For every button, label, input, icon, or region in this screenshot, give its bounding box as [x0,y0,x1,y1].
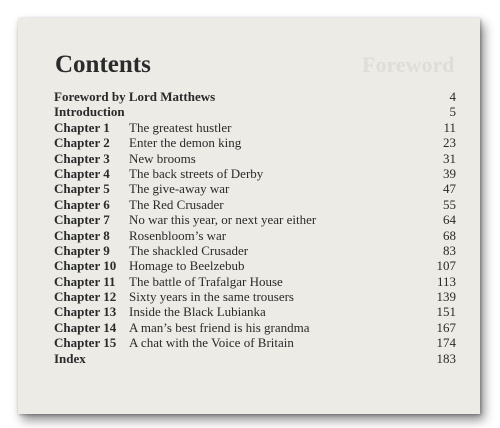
toc-entry-label: Introduction [54,104,125,120]
toc-entry-label: Chapter 15 [54,335,117,351]
toc-entry [54,351,456,366]
facing-page-show-through-title: Foreword [362,52,455,77]
toc-entry-title: Rosenbloom’s war [129,227,227,243]
toc-entry [54,320,456,335]
toc-entry-page-number: 31 [443,150,456,166]
toc-entry-title: Sixty years in the same trousers [129,289,294,305]
toc-entry-label: Chapter 6 [54,196,110,212]
toc-entry-page-number: 11 [443,119,456,135]
toc-entry [54,243,456,258]
toc-entry-page-number: 4 [449,89,456,104]
toc-entry-label: Chapter 14 [54,319,117,335]
toc-entry [54,258,456,273]
toc-entry-label: Chapter 9 [54,242,110,258]
toc-entry [54,228,456,243]
toc-entry-title: The battle of Trafalgar House [129,273,283,289]
toc-entry-label: Chapter 7 [54,212,110,228]
toc-entry [54,289,456,304]
toc-entry-page-number: 113 [436,273,456,289]
book-page [18,18,480,414]
toc-entry-label: Chapter 5 [54,181,110,197]
toc-entry [54,104,456,119]
toc-entry-label: Chapter 8 [54,227,110,243]
contents-title: Contents [55,51,151,78]
toc-entry-page-number: 151 [436,304,456,320]
toc-entry-page-number: 64 [443,212,456,228]
toc-entry-label: Index [54,350,86,366]
toc-entry-page-number: 39 [443,165,456,181]
toc-entry-title: Inside the Black Lubianka [129,304,266,320]
toc-entry [54,89,456,104]
toc-entry-page-number: 167 [436,319,456,335]
toc-entry-page-number: 47 [443,181,456,197]
toc-entry-title: The greatest hustler [129,119,232,135]
toc-entry [54,304,456,319]
toc-entry-title: The Red Crusader [129,196,224,212]
toc-entry [54,274,456,289]
toc-entry [54,135,456,150]
toc-entry-title: A man’s best friend is his grandma [129,319,310,335]
toc-entry-label: Chapter 3 [54,150,110,166]
toc-entry-page-number: 23 [443,135,456,151]
toc-entry-label: Chapter 13 [54,304,117,320]
toc-entry-title: A chat with the Voice of Britain [129,335,294,351]
toc-entry-title: The give-away war [129,181,230,197]
toc-entry-page-number: 83 [443,242,456,258]
toc-entry [54,335,456,350]
toc-entry-label: Chapter 1 [54,119,110,135]
toc-entry-title: New brooms [129,150,196,166]
toc-entry-page-number: 139 [436,289,456,305]
toc-entry-label: Chapter 11 [54,273,116,289]
toc-entry-title: Homage to Beelzebub [129,258,245,274]
toc-entry-page-number: 107 [436,258,456,274]
toc-entry [54,181,456,196]
table-of-contents [54,89,456,366]
toc-entry-page-number: 5 [449,104,456,120]
toc-entry-page-number: 174 [436,335,456,351]
toc-entry [54,166,456,181]
toc-entry [54,151,456,166]
toc-entry [54,120,456,135]
toc-entry-page-number: 55 [443,196,456,212]
toc-entry-title: The back streets of Derby [129,165,264,181]
toc-entry [54,197,456,212]
toc-entry-label: Foreword by Lord Matthews [54,89,216,104]
toc-entry-label: Chapter 4 [54,165,110,181]
toc-entry-page-number: 68 [443,227,456,243]
toc-entry-page-number: 183 [436,350,456,366]
toc-entry-label: Chapter 2 [54,135,110,151]
toc-entry-title: Enter the demon king [129,135,242,151]
toc-entry-title: The shackled Crusader [129,242,249,258]
toc-entry-title: No war this year, or next year either [129,212,317,228]
toc-entry [54,212,456,227]
toc-entry-label: Chapter 12 [54,289,117,305]
toc-entry-label: Chapter 10 [54,258,117,274]
